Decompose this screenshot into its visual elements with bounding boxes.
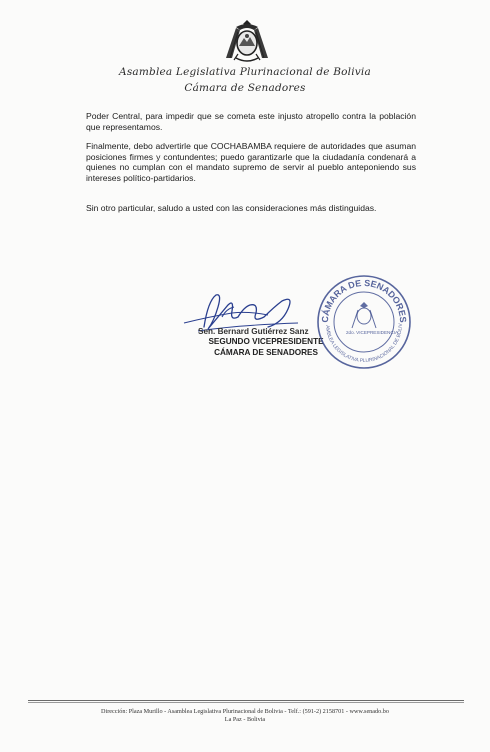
svg-text:CÁMARA DE SENADORES (320, 278, 408, 323)
paragraph: Sin otro particular, saludo a usted con las consideraciones más distinguidas. (86, 203, 377, 213)
organization-name: Asamblea Legislativa Plurinacional de Bolivia (119, 66, 371, 78)
stamp-bottom-text: AMBLEA LEGISLATIVA PLURINACIONAL DE BOLIV (323, 323, 405, 365)
signer-name: Sen. Bernard Gutiérrez Sanz (198, 327, 309, 336)
stamp-center-text: 2do. VICEPRESIDENCIA (345, 330, 399, 335)
signer-title: SEGUNDO VICEPRESIDENTE (208, 337, 324, 346)
footer-address: Dirección: Plaza Murillo - Asamblea Legislativa Plurinacional de Bolivia - Telf.: (591-2) 2158701 - www.senado.bo (101, 708, 389, 715)
footer-divider (28, 702, 464, 703)
stamp-top-text: CÁMARA DE SENADORES (319, 277, 409, 323)
signer-organization: CÁMARA DE SENADORES (214, 348, 318, 357)
footer-city: La Paz - Bolivia (224, 716, 266, 723)
official-stamp (314, 272, 414, 372)
coat-of-arms-icon (222, 18, 272, 64)
chamber-name: Cámara de Senadores (184, 82, 306, 94)
paragraph: Finalmente, debo advertirle que COCHABAMBA requiere de autoridades que asuman posiciones firmes y contundentes; puedo garantizarle que la ciudadanía condenará a quienes no cumplan con el mandato supremo de servir al pueblo anteponiendo sus intereses político-partidarios. (86, 141, 416, 183)
footer-divider (28, 700, 464, 701)
paragraph: Poder Central, para impedir que se cometa este injusto atropello contra la población que representamos. (86, 111, 416, 132)
